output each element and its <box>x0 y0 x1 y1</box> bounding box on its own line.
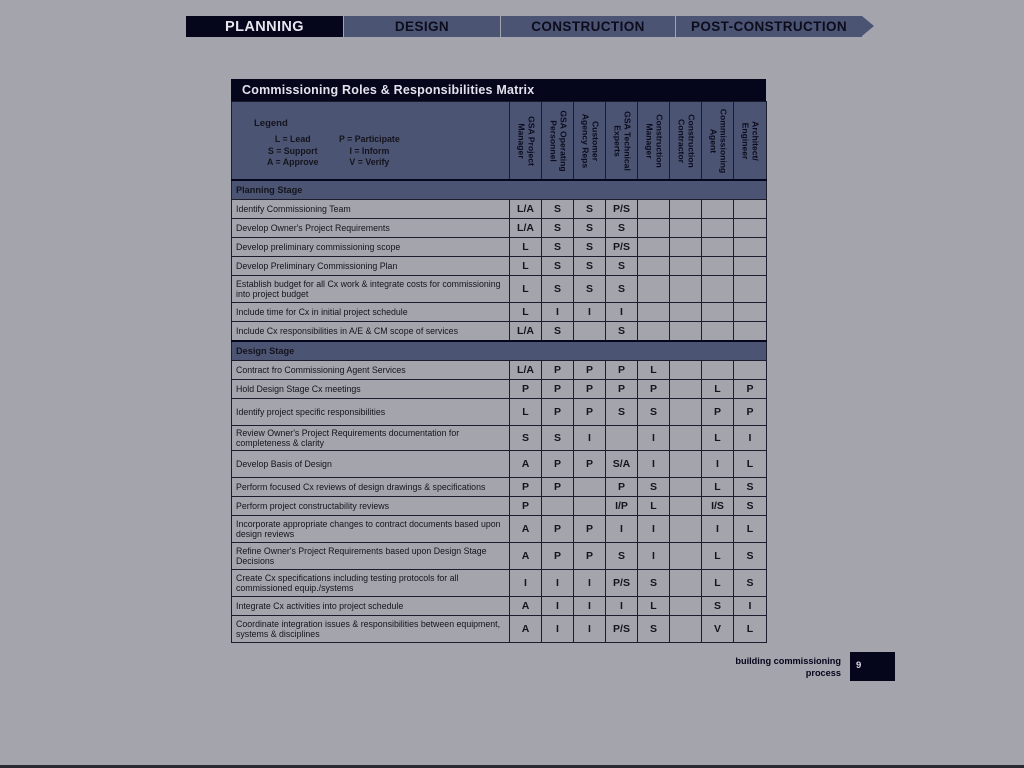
legend-item: I = Inform <box>349 145 390 156</box>
role-cell: P <box>734 399 767 426</box>
role-cell <box>638 200 670 219</box>
role-cell <box>670 399 702 426</box>
column-header: Construction Manager <box>638 102 670 181</box>
table-row <box>232 380 767 399</box>
page-number-box <box>850 652 895 681</box>
role-cell: I <box>574 426 606 451</box>
role-cell: I <box>574 570 606 597</box>
role-cell: S <box>542 276 574 303</box>
stage-title: Design Stage <box>232 341 767 361</box>
activity-cell: Develop preliminary commissioning scope <box>232 238 510 257</box>
role-cell: S <box>542 322 574 342</box>
role-cell <box>670 200 702 219</box>
legend-item: V = Verify <box>349 157 390 167</box>
role-cell: I <box>734 597 767 616</box>
activity-cell: Review Owner's Project Requirements documentation for completeness & clarity <box>232 426 510 451</box>
role-cell: L <box>510 399 542 426</box>
role-cell: S <box>542 426 574 451</box>
role-cell: P <box>574 380 606 399</box>
role-cell: L <box>638 497 670 516</box>
role-cell <box>702 303 734 322</box>
column-header: Commissioning Agent <box>702 102 734 181</box>
matrix-title: Commissioning Roles & Responsibilities Matrix <box>231 79 766 101</box>
role-cell: S <box>702 597 734 616</box>
role-cell <box>670 219 702 238</box>
role-cell: I <box>542 597 574 616</box>
role-cell: S <box>606 257 638 276</box>
role-cell <box>670 478 702 497</box>
table-row <box>232 257 767 276</box>
stage-header-row <box>232 341 767 361</box>
role-cell: P <box>574 451 606 478</box>
legend-item: P = Participate <box>339 134 400 144</box>
column-header: Construction Contractor <box>670 102 702 181</box>
column-header: GSA Project Manager <box>510 102 542 181</box>
role-cell: P <box>734 380 767 399</box>
footer-caption <box>700 656 841 679</box>
role-cell: L <box>702 570 734 597</box>
role-cell: I <box>542 303 574 322</box>
activity-cell: Create Cx specifications including testing protocols for all commissioned equip./systems <box>232 570 510 597</box>
table-row <box>232 238 767 257</box>
role-cell: S <box>574 200 606 219</box>
role-cell <box>734 238 767 257</box>
role-cell <box>702 219 734 238</box>
role-cell <box>670 322 702 342</box>
role-cell: I <box>702 451 734 478</box>
activity-cell: Refine Owner's Project Requirements based upon Design Stage Decisions <box>232 543 510 570</box>
role-cell: P/S <box>606 200 638 219</box>
role-cell: P <box>702 399 734 426</box>
page-number: 9 <box>856 660 862 671</box>
role-cell: P <box>574 361 606 380</box>
role-cell: S <box>574 276 606 303</box>
role-cell: S <box>574 238 606 257</box>
role-cell: I <box>638 543 670 570</box>
role-cell: S <box>542 238 574 257</box>
role-cell: L <box>510 303 542 322</box>
activity-cell: Contract fro Commissioning Agent Services <box>232 361 510 380</box>
role-cell: L <box>510 276 542 303</box>
role-cell: P <box>510 478 542 497</box>
role-cell: I <box>638 451 670 478</box>
activity-cell: Identify project specific responsibilities <box>232 399 510 426</box>
role-cell: P <box>542 543 574 570</box>
role-cell: P <box>542 451 574 478</box>
role-cell: I/S <box>702 497 734 516</box>
role-cell <box>670 570 702 597</box>
role-cell: S <box>638 616 670 643</box>
role-cell <box>702 238 734 257</box>
role-cell <box>670 451 702 478</box>
table-row <box>232 497 767 516</box>
role-cell: P <box>542 516 574 543</box>
role-cell <box>542 497 574 516</box>
role-cell <box>702 361 734 380</box>
table-row <box>232 516 767 543</box>
role-cell <box>670 361 702 380</box>
role-cell: L/A <box>510 322 542 342</box>
role-cell <box>702 200 734 219</box>
column-header: Customer Agency Reps <box>574 102 606 181</box>
legend-item: S = Support <box>267 145 318 156</box>
table-row <box>232 361 767 380</box>
role-cell: I <box>510 570 542 597</box>
role-cell: S <box>734 570 767 597</box>
role-cell: P <box>638 380 670 399</box>
role-cell: S <box>574 219 606 238</box>
role-cell <box>574 478 606 497</box>
role-cell: S <box>606 219 638 238</box>
role-cell: I <box>574 303 606 322</box>
role-cell <box>670 426 702 451</box>
role-cell: I <box>542 616 574 643</box>
table-row <box>232 276 767 303</box>
role-cell <box>574 497 606 516</box>
column-header: GSA Operating Personnel <box>542 102 574 181</box>
role-cell: P <box>542 478 574 497</box>
table-row <box>232 303 767 322</box>
phase-tab-post-construction[interactable]: POST-CONSTRUCTION <box>676 16 862 37</box>
role-cell: A <box>510 616 542 643</box>
activity-cell: Establish budget for all Cx work & integrate costs for commissioning into project budget <box>232 276 510 303</box>
activity-cell: Perform project constructability reviews <box>232 497 510 516</box>
table-row <box>232 219 767 238</box>
role-cell <box>734 303 767 322</box>
table-row <box>232 426 767 451</box>
role-cell: I <box>606 516 638 543</box>
role-cell: L/A <box>510 200 542 219</box>
footer-line: process <box>805 667 841 678</box>
role-cell: I <box>542 570 574 597</box>
role-cell: S <box>574 257 606 276</box>
role-cell: L <box>702 426 734 451</box>
table-row <box>232 451 767 478</box>
activity-cell: Hold Design Stage Cx meetings <box>232 380 510 399</box>
role-cell: S <box>606 543 638 570</box>
role-cell <box>734 276 767 303</box>
role-cell: P/S <box>606 238 638 257</box>
phase-tab-planning[interactable]: PLANNING <box>186 16 344 37</box>
role-cell: A <box>510 516 542 543</box>
activity-cell: Include Cx responsibilities in A/E & CM scope of services <box>232 322 510 342</box>
role-cell: L <box>702 380 734 399</box>
stage-title: Planning Stage <box>232 180 767 200</box>
activity-cell: Incorporate appropriate changes to contract documents based upon design reviews <box>232 516 510 543</box>
phase-navigation <box>186 16 874 37</box>
role-cell <box>670 257 702 276</box>
table-row <box>232 543 767 570</box>
role-cell <box>670 497 702 516</box>
phase-arrow-icon <box>862 16 874 36</box>
table-row <box>232 399 767 426</box>
role-cell <box>734 257 767 276</box>
role-cell: I <box>702 516 734 543</box>
role-cell: L/A <box>510 219 542 238</box>
activity-cell: Integrate Cx activities into project schedule <box>232 597 510 616</box>
role-cell <box>702 257 734 276</box>
role-cell <box>606 426 638 451</box>
role-cell: L <box>734 616 767 643</box>
role-cell: I <box>638 516 670 543</box>
role-cell: P <box>606 478 638 497</box>
role-cell: I <box>574 616 606 643</box>
role-cell: P/S <box>606 570 638 597</box>
table-row <box>232 616 767 643</box>
role-cell <box>734 200 767 219</box>
legend-item: A = Approve <box>267 157 319 167</box>
role-cell <box>638 238 670 257</box>
activity-cell: Develop Owner's Project Requirements <box>232 219 510 238</box>
role-cell <box>702 322 734 342</box>
table-row <box>232 478 767 497</box>
roles-responsibilities-matrix <box>231 79 766 643</box>
role-cell <box>670 616 702 643</box>
phase-tab-design[interactable]: DESIGN <box>344 16 501 37</box>
role-cell: P <box>542 399 574 426</box>
role-cell: I/P <box>606 497 638 516</box>
role-cell: L <box>734 516 767 543</box>
activity-cell: Coordinate integration issues & responsibilities between equipment, systems & disciplines <box>232 616 510 643</box>
role-cell: L <box>510 257 542 276</box>
role-cell <box>670 276 702 303</box>
role-cell <box>638 322 670 342</box>
role-cell: S <box>638 399 670 426</box>
role-cell: I <box>606 597 638 616</box>
role-cell: S <box>542 257 574 276</box>
role-cell <box>734 361 767 380</box>
role-cell: L <box>702 478 734 497</box>
role-cell <box>670 380 702 399</box>
role-cell: S <box>606 276 638 303</box>
role-cell <box>638 219 670 238</box>
role-cell: S <box>734 478 767 497</box>
activity-cell: Identify Commissioning Team <box>232 200 510 219</box>
activity-cell: Develop Basis of Design <box>232 451 510 478</box>
table-row <box>232 570 767 597</box>
table-row <box>232 322 767 342</box>
role-cell: S <box>606 399 638 426</box>
activity-cell: Include time for Cx in initial project schedule <box>232 303 510 322</box>
role-cell: S/A <box>606 451 638 478</box>
role-cell: P <box>606 361 638 380</box>
footer-line: building commissioning <box>735 656 841 666</box>
table-row <box>232 200 767 219</box>
matrix-table <box>231 101 767 643</box>
role-cell <box>702 276 734 303</box>
role-cell: P <box>542 361 574 380</box>
role-cell: P <box>542 380 574 399</box>
role-cell: S <box>638 570 670 597</box>
legend <box>232 102 510 181</box>
matrix-header-row <box>232 102 767 181</box>
role-cell <box>574 322 606 342</box>
phase-tab-construction[interactable]: CONSTRUCTION <box>501 16 676 37</box>
role-cell <box>670 516 702 543</box>
role-cell: P <box>574 516 606 543</box>
role-cell <box>670 238 702 257</box>
role-cell: A <box>510 543 542 570</box>
role-cell <box>670 303 702 322</box>
activity-cell: Perform focused Cx reviews of design drawings & specifications <box>232 478 510 497</box>
role-cell <box>734 219 767 238</box>
role-cell <box>670 543 702 570</box>
role-cell: P <box>574 543 606 570</box>
table-row <box>232 597 767 616</box>
role-cell: A <box>510 451 542 478</box>
legend-title: Legend <box>254 118 288 129</box>
role-cell: I <box>734 426 767 451</box>
role-cell: S <box>734 497 767 516</box>
role-cell: L/A <box>510 361 542 380</box>
role-cell: P <box>510 497 542 516</box>
role-cell <box>638 257 670 276</box>
role-cell: P <box>574 399 606 426</box>
role-cell: S <box>734 543 767 570</box>
role-cell: V <box>702 616 734 643</box>
column-header: GSA Technical Experts <box>606 102 638 181</box>
role-cell: S <box>606 322 638 342</box>
matrix-body <box>232 180 767 643</box>
stage-header-row <box>232 180 767 200</box>
role-cell: L <box>734 451 767 478</box>
role-cell: L <box>510 238 542 257</box>
role-cell: P/S <box>606 616 638 643</box>
role-cell: S <box>638 478 670 497</box>
role-cell <box>638 303 670 322</box>
column-header: Architect/ Engineer <box>734 102 767 181</box>
role-cell: I <box>606 303 638 322</box>
role-cell <box>670 597 702 616</box>
role-cell: S <box>510 426 542 451</box>
role-cell: A <box>510 597 542 616</box>
role-cell: S <box>542 219 574 238</box>
role-cell: I <box>574 597 606 616</box>
role-cell: I <box>638 426 670 451</box>
role-cell: P <box>606 380 638 399</box>
activity-cell: Develop Preliminary Commissioning Plan <box>232 257 510 276</box>
role-cell: S <box>542 200 574 219</box>
role-cell <box>638 276 670 303</box>
role-cell <box>734 322 767 342</box>
role-cell: P <box>510 380 542 399</box>
role-cell: L <box>702 543 734 570</box>
role-cell: L <box>638 597 670 616</box>
legend-item: L = Lead <box>274 134 311 144</box>
role-cell: L <box>638 361 670 380</box>
